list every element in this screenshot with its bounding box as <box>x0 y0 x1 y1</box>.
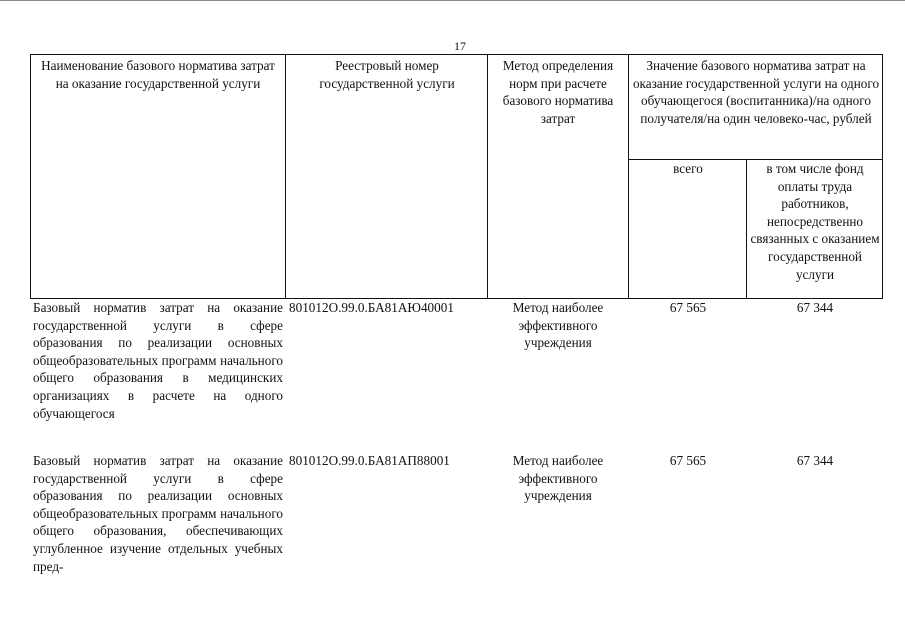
table-right-border <box>882 54 883 299</box>
row-1-total: 67 565 <box>669 300 707 315</box>
header-registry-cell: Реестровый номер государственной услуги <box>319 58 455 91</box>
column-divider-2 <box>487 54 488 299</box>
row-1-method: Метод наиболее эффективного учреждения <box>512 300 604 351</box>
header-method-cell: Метод определения норм при расчете базового норматива затрат <box>502 58 614 126</box>
column-divider-3 <box>628 54 629 299</box>
row-2-registry: 801012О.99.0.БА81АП88001 <box>289 453 450 468</box>
column-divider-1 <box>285 54 286 299</box>
header-fund-cell: в том числе фонд оплаты труда работников, непосредственно связанных с оказанием государственной услуги <box>750 161 880 282</box>
header-value-cell: Значение базового норматива затрат на оказание государственной услуги на одного обучающегося (воспитанника)/на одного получателя/на один человеко-час, рублей <box>632 58 880 126</box>
row-1-fund: 67 344 <box>796 300 834 315</box>
row-1-name: Базовый норматив затрат на оказание государственной услуги в сфере образования по реализации основных общеобразовательных программ начального общего образования в медицинских организациях в расчете на одного обучающегося <box>33 300 283 421</box>
page-number: 17 <box>454 39 466 53</box>
row-2-name: Базовый норматив затрат на оказание государственной услуги в сфере образования по реализации основных общеобразовательных программ начального общего образования, обеспечивающих углубленное изучение отдельных учебных пред- <box>33 453 283 574</box>
column-divider-4 <box>746 159 747 299</box>
row-2-total: 67 565 <box>669 453 707 468</box>
row-1-registry: 801012О.99.0.БА81АЮ40001 <box>289 300 454 315</box>
table-top-border <box>30 54 883 55</box>
table-left-border <box>30 54 31 299</box>
row-2-method: Метод наиболее эффективного учреждения <box>512 453 604 504</box>
row-2-fund: 67 344 <box>796 453 834 468</box>
header-name-cell: Наименование базового норматива затрат на оказание государственной услуги <box>41 58 275 91</box>
header-total-cell: всего <box>673 161 703 176</box>
